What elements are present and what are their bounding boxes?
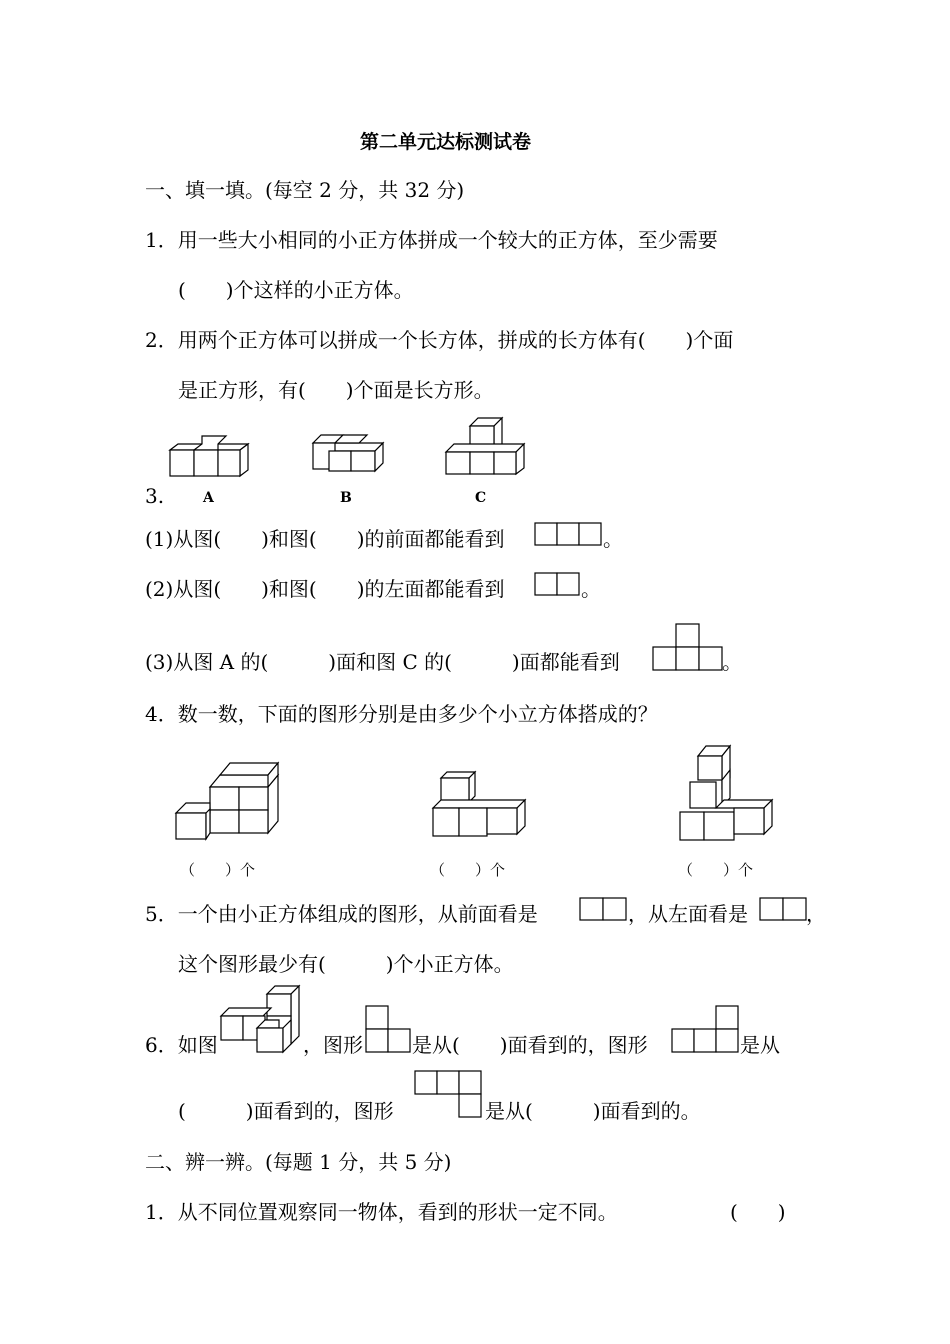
q6-line2b: 是从( )面看到的。 [485,1099,701,1123]
q2-line1: 2．用两个正方体可以拼成一个长方体，拼成的长方体有( )个面 [145,328,734,352]
q6-part1: 6．如图 [145,1033,218,1057]
q4-text: 4．数一数，下面的图形分别是由多少个小立方体搭成的？ [145,702,658,726]
q3-sub2-view [535,573,581,597]
q4-answer-3: （ ）个 [678,861,754,879]
q4-answer-1: （ ）个 [180,861,256,879]
q5-part3: ， [806,902,826,926]
q6-part2: ，图形 [303,1033,363,1057]
q3-sub3-text: (3)从图 A 的( )面和图 C 的( )面都能看到 [145,650,620,674]
q3-label-b: B [340,490,352,506]
q3-sub1-view [535,523,603,547]
q3-label-c: C [475,490,487,506]
q6-view-1 [366,1006,412,1054]
q3-figure-b [313,433,385,473]
q2-line2: 是正方形，有( )个面是长方形。 [178,378,494,402]
q5-line2: 这个图形最少有( )个小正方体。 [178,952,514,976]
q4-figure-2 [433,770,527,838]
q3-figure-c [446,418,526,476]
q3-sub3-end: 。 [722,650,742,674]
q5-left-view [760,898,808,922]
q4-figure-1 [176,763,280,841]
q6-part3: 是从( )面看到的，图形 [412,1033,648,1057]
q6-line2a: ( )面看到的，图形 [178,1099,394,1123]
q5-front-view [580,898,628,922]
q5-part1: 5．一个由小正方体组成的图形，从前面看是 [145,902,538,926]
q6-part4: 是从 [740,1033,780,1057]
s2-q1-text: 1．从不同位置观察同一物体，看到的形状一定不同。 [145,1200,618,1224]
q3-figure-a [170,436,250,480]
q3-sub1-end: 。 [603,527,623,551]
q6-view-3 [415,1071,485,1119]
q3-sub1-text: (1)从图( )和图( )的前面都能看到 [145,527,505,551]
q3-sub2-text: (2)从图( )和图( )的左面都能看到 [145,577,505,601]
page-title: 第二单元达标测试卷 [360,131,532,153]
q6-figure [221,986,303,1056]
s2-q1-bracket: ( ) [730,1200,786,1224]
section1-heading: 一、填一填。(每空 2 分，共 32 分) [145,178,465,202]
q1-line2: ( )个这样的小正方体。 [178,278,414,302]
q3-sub2-end: 。 [581,577,601,601]
q5-part2: ，从左面看是 [628,902,748,926]
q3-sub3-view [653,624,723,672]
q1-line1: 1．用一些大小相同的小正方体拼成一个较大的正方体，至少需要 [145,228,718,252]
q3-number: 3. [145,484,165,508]
q4-answer-2: （ ）个 [430,861,506,879]
q6-view-2 [672,1006,742,1054]
section2-heading: 二、辨一辨。(每题 1 分，共 5 分) [145,1150,452,1174]
q3-label-a: A [203,490,214,506]
q4-figure-3 [680,742,774,842]
